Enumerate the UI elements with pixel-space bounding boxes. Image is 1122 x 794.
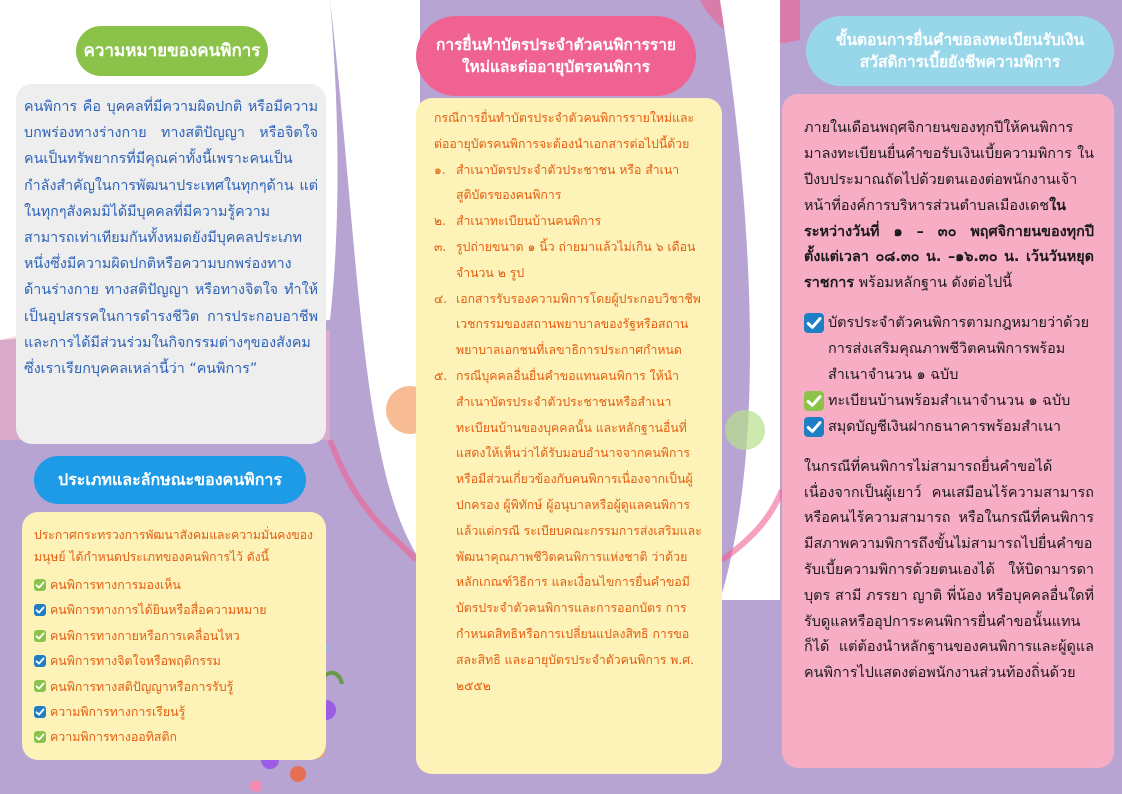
steps-paragraph-1 — [804, 116, 1094, 297]
list-item — [34, 648, 314, 673]
check-icon — [34, 604, 46, 616]
item-text: เอกสารรับรองความพิการโดยผู้ประกอบวิชาชีพเวชกรรมของสถานพยาบาลของรัฐหรือสถานพยาบาลเอกชนที่เลขาธิการประกาศกำหนด — [456, 291, 701, 358]
list-item — [434, 209, 704, 235]
item-text: สำเนาทะเบียนบ้านคนพิการ — [456, 214, 602, 229]
doc-label: บัตรประจำตัวคนพิการตามกฎหมายว่าด้วยการส่งเสริมคุณภาพชีวิตคนพิการพร้อมสำเนาจำนวน ๑ ฉบับ — [828, 315, 1090, 383]
check-icon — [34, 579, 46, 591]
item-number: ๓. — [434, 239, 447, 254]
list-item — [34, 623, 314, 648]
steps-p1-tail: พร้อมหลักฐาน ดังต่อไปนี้ — [854, 275, 1013, 292]
meaning-title: ความหมายของคนพิการ — [76, 26, 268, 76]
check-icon — [34, 706, 46, 718]
types-title: ประเภทและลักษณะของคนพิการ — [34, 456, 306, 504]
check-icon — [34, 680, 46, 692]
steps-p1-text: ภายในเดือนพฤศจิกายนของทุกปีให้คนพิการ มาลงทะเบียนยื่นคำขอรับเงินเบี้ยความพิการ ในปีงบประมาณถัดไปด้วยตนเองต่อพนักงานเจ้าหน้าที่องค์การบริหารส่วนตำบลเมืองเดช — [804, 120, 1094, 214]
item-number: ๕. — [434, 368, 448, 383]
doc-label: ทะเบียนบ้านพร้อมสำเนาจำนวน ๑ ฉบับ — [828, 392, 1071, 409]
doc-item — [804, 311, 1094, 388]
steps-p1-bold: ในระหว่างวันที่ ๑ – ๓๐ พฤศจิกายนของทุกปี ตั้งแต่เวลา ๐๘.๓๐ น. –๑๖.๓๐ น. เว้นวันหยุดราชการ — [804, 197, 1094, 292]
steps-title: ขั้นตอนการยื่นคำขอลงทะเบียนรับเงินสวัสดิการเบี้ยยังชีพความพิการ — [806, 16, 1114, 86]
doc-label: สมุดบัญชีเงินฝากธนาคารพร้อมสำเนา — [828, 418, 1061, 435]
list-item — [34, 674, 314, 699]
check-icon — [34, 630, 46, 642]
steps-box — [782, 94, 1114, 768]
list-item — [34, 699, 314, 724]
types-box — [22, 512, 326, 760]
type-label: คนพิการทางสติปัญญาหรือการรับรู้ — [50, 678, 234, 694]
list-item — [34, 724, 314, 749]
types-list — [34, 572, 314, 750]
check-icon — [804, 313, 824, 333]
type-label: คนพิการทางกายหรือการเคลื่อนไหว — [50, 627, 240, 643]
meaning-box — [16, 84, 326, 444]
list-item — [434, 235, 704, 287]
list-item — [34, 597, 314, 622]
type-label: ความพิการทางออทิสติก — [50, 729, 177, 745]
item-text: รูปถ่ายขนาด ๑ นิ้ว ถ่ายมาแล้วไม่เกิน ๖ เดือน จำนวน ๒ รูป — [456, 239, 696, 280]
item-text: กรณีบุคคลอื่นยื่นคำขอแทนคนพิการ ให้นำสำเนาบัตรประจำตัวประชาชนหรือสำเนาทะเบียนบ้านของบุคคลนั้น และหลักฐานอื่นที่แสดงให้เห็นว่าได้รับมอบอำนาจจากคนพิการหรือมีส่วนเกี่ยวข้องกับคนพิการเนื่องจากเป็นผู้ปกครอง ผู้พิทักษ์ ผู้อนุบาลหรือผู้ดูแลคนพิการแล้วแต่กรณี ระเบียบคณะกรรมการส่งเสริมและพัฒนาคุณภาพชีวิตคนพิการแห่งชาติ ว่าด้วยหลักเกณฑ์วิธีการ และเงื่อนไขการยื่นคำขอมีบัตรประจำตัวคนพิการและการออกบัตร การกำหนดสิทธิหรือการเปลี่ยนแปลงสิทธิ การขอสละสิทธิ และอายุบัตรประจำตัวคนพิการ พ.ศ. ๒๕๕๒ — [456, 368, 702, 693]
doc-item — [804, 389, 1094, 415]
list-item — [434, 287, 704, 364]
check-icon — [34, 731, 46, 743]
item-number: ๔. — [434, 291, 448, 306]
doc-item — [804, 415, 1094, 441]
item-number: ๑. — [434, 162, 446, 177]
list-item — [434, 364, 704, 699]
meaning-body: คนพิการ คือ บุคคลที่มีความผิดปกติ หรือมีความบกพร่องทางร่างกาย ทางสติปัญญา หรือจิตใจ คนเป็นทรัพยากรที่มีคุณค่าทั้งนี้เพราะคนเป็นกำลังสำคัญในการพัฒนาประเทศในทุกๆด้าน แต่ในทุกๆสังคมมิได้มีบุคคลที่มีความรู้ความสามารถเท่าเทียมกันทั้งหมดยังมีบุคคลประเภทหนึ่งซึ่งมีความผิดปกติหรือความบกพร่องทางด้านร่างกาย ทางสติปัญญา หรือทางจิตใจ ทำให้เป็นอุปสรรคในการดำรงชีวิต การประกอบอาชีพ และการได้มีส่วนร่วมในกิจกรรมต่างๆของสังคม ซึ่งเราเรียกบุคคลเหล่านี้ว่า “คนพิการ” — [24, 99, 318, 378]
list-item — [434, 158, 704, 210]
check-icon — [804, 417, 824, 437]
card-title: การยื่นทำบัตรประจำตัวคนพิการรายใหม่และต่ออายุบัตรคนพิการ — [416, 16, 696, 96]
item-text: สำเนาบัตรประจำตัวประชาชน หรือ สำเนาสูติบัตรของคนพิการ — [456, 162, 680, 203]
check-icon — [804, 391, 824, 411]
type-label: คนพิการทางจิตใจหรือพฤติกรรม — [50, 653, 221, 669]
type-label: ความพิการทางการเรียนรู้ — [50, 704, 186, 720]
type-label: คนพิการทางการได้ยินหรือสื่อความหมาย — [50, 602, 267, 618]
item-number: ๒. — [434, 214, 447, 229]
card-list — [434, 158, 704, 700]
check-icon — [34, 655, 46, 667]
steps-paragraph-2: ในกรณีที่คนพิการไม่สามารถยื่นคำขอได้เนื่องจากเป็นผู้เยาว์ คนเสมือนไร้ความสามารถหรือคนไร้ความสามารถ หรือในกรณีที่คนพิการมีสภาพความพิการถึงขั้นไม่สามารถไปยื่นคำขอรับเบี้ยความพิการด้วยตนเองได้ ให้บิดามารดา บุตร สามี ภรรยา ญาติ พี่น้อง หรือบุคคลอื่นใดที่รับดูแลหรืออุปการะคนพิการยื่นคำขอนั้นแทนก็ได้ แต่ต้องนำหลักฐานของคนพิการและผู้ดูแลคนพิการไปแสดงต่อพนักงานส่วนท้องถิ่นด้วย — [804, 458, 1094, 682]
card-lead: กรณีการยื่นทำบัตรประจำตัวคนพิการรายใหม่และต่ออายุบัตรคนพิการจะต้องนำเอกสารต่อไปนี้ด้วย — [434, 111, 695, 151]
type-label: คนพิการทางการมองเห็น — [50, 577, 181, 592]
list-item — [34, 572, 314, 597]
card-box — [416, 98, 722, 774]
types-intro: ประกาศกระทรวงการพัฒนาสังคมและความมั่นคงของมนุษย์ ได้กำหนดประเภทของคนพิการไว้ ดังนี้ — [34, 528, 314, 564]
